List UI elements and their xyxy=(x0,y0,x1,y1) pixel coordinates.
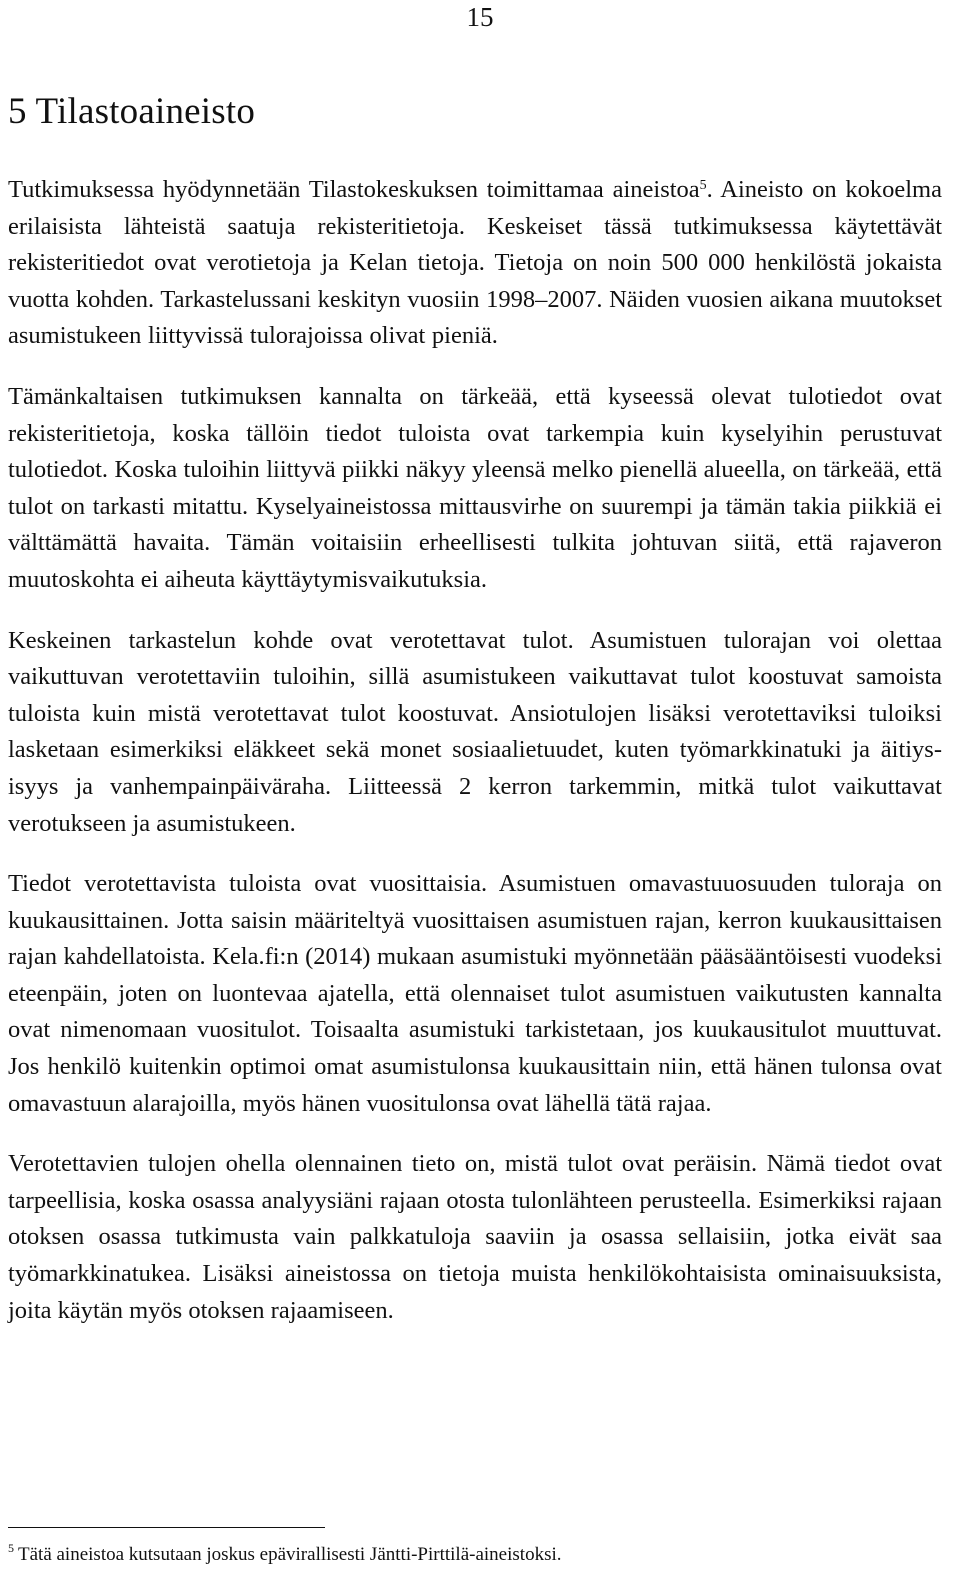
paragraph-register-data: Tämänkaltaisen tutkimuksen kannalta on tärkeää, että kyseessä olevat tulotiedot ovat rekisteritietoja, koska tällöin tiedot tuloista ovat tarkempia kuin kyselyihin perustuvat tulotiedot. Koska tuloihin liittyvä piikki näkyy yleensä melko pienellä alueella, on tärkeää, että tulot on tarkasti mitattu. Kyselyaineistossa mittausvirhe on suurempi ja tämän takia piikkiä ei välttämättä havaita. Tämän voitaisiin erheellisesti tulkita johtuvan siitä, että rajaveron muutoskohta ei aiheuta käyttäytymisvaikutuksia. xyxy=(8,382,942,593)
footnote xyxy=(8,1543,562,1567)
paragraph-intro-text-end: . Aineisto on kokoelma erilaisista lähteistä saatuja rekisteritietoja. Keskeiset tässä tutkimuksessa käytettävät rekisteritiedot ovat verotietoja ja Kelan tietoja. Tietoja on noin 500 000 henkilöstä jokaista vuotta kohden. Tarkastelussani keskityn vuosiin 1998–2007. Näiden vuosien aikana muutokset asumistukeen liittyvissä tulorajoissa olivat pieniä. xyxy=(8,176,942,350)
body-text xyxy=(8,172,942,1353)
paragraph-income-sources: Verotettavien tulojen ohella olennainen tieto on, mistä tulot ovat peräisin. Nämä tiedot ovat tarpeellisia, koska osassa analyysiäni rajaan otosta tulonlähteen perusteella. Esimerkiksi rajaan otoksen osassa tutkimusta vain palkkatuloja saaviin ja osassa sellaisiin, jotka eivät saa työmarkkinatukea. Lisäksi aineistossa on tietoja muista henkilökohtaisista ominaisuuksista, joita käytän myös otoksen rajaamiseen. xyxy=(8,1150,942,1324)
paragraph-taxable-income: Keskeinen tarkastelun kohde ovat verotettavat tulot. Asumistuen tulorajan voi olettaa vaikuttuvan verotettaviin tuloihin, sillä asumistukeen vaikuttavat tulot koostuvat samoista tuloista kuin mistä verotettavat tulot koostuvat. Ansiotulojen lisäksi verotettaviksi tuloiksi lasketaan esimerkiksi eläkkeet sekä monet sosiaalietuudet, kuten työmarkkinatuki ja äitiys- isyys ja vanhempainpäiväraha. Liitteessä 2 kerron tarkemmin, mitkä tulot vaikuttavat verotukseen ja asumistukeen. xyxy=(8,626,942,837)
section-heading: 5 Tilastoaineisto xyxy=(8,91,256,132)
footnote-divider xyxy=(8,1527,325,1528)
footnote-text: Tätä aineistoa kutsutaan joskus epävirallisesti Jäntti-Pirttilä-aineistoksi. xyxy=(18,1544,562,1565)
paragraph-annual-data: Tiedot verotettavista tuloista ovat vuosittaisia. Asumistuen omavastuuosuuden tuloraja on kuukausittainen. Jotta saisin määriteltyä vuosittaisen asumistuen rajan, kerron kuukausittaisen rajan kahdellatoista. Kela.fi:n (2014) mukaan asumistuki myönnetään pääsääntöisesti vuodeksi eteenpäin, joten on luontevaa ajatella, että olennaiset tulot asumistuen vaikutusten kannalta ovat nimenomaan vuositulot. Toisaalta asumistuki tarkistetaan, jos kuukausitulot muuttuvat. Jos henkilö kuitenkin optimoi omat asumistulonsa kuukausittain niin, että hänen tulonsa ovat omavastuun alarajoilla, myös hänen vuositulonsa ovat lähellä tätä rajaa. xyxy=(8,870,942,1117)
footnote-number: 5 xyxy=(8,1541,14,1555)
paragraph-intro-text-start: Tutkimuksessa hyödynnetään Tilastokeskuksen toimittamaa aineistoa xyxy=(8,176,700,203)
footnote-reference: 5 xyxy=(699,178,707,193)
paragraph-intro xyxy=(8,172,942,355)
page-number: 15 xyxy=(466,2,494,32)
